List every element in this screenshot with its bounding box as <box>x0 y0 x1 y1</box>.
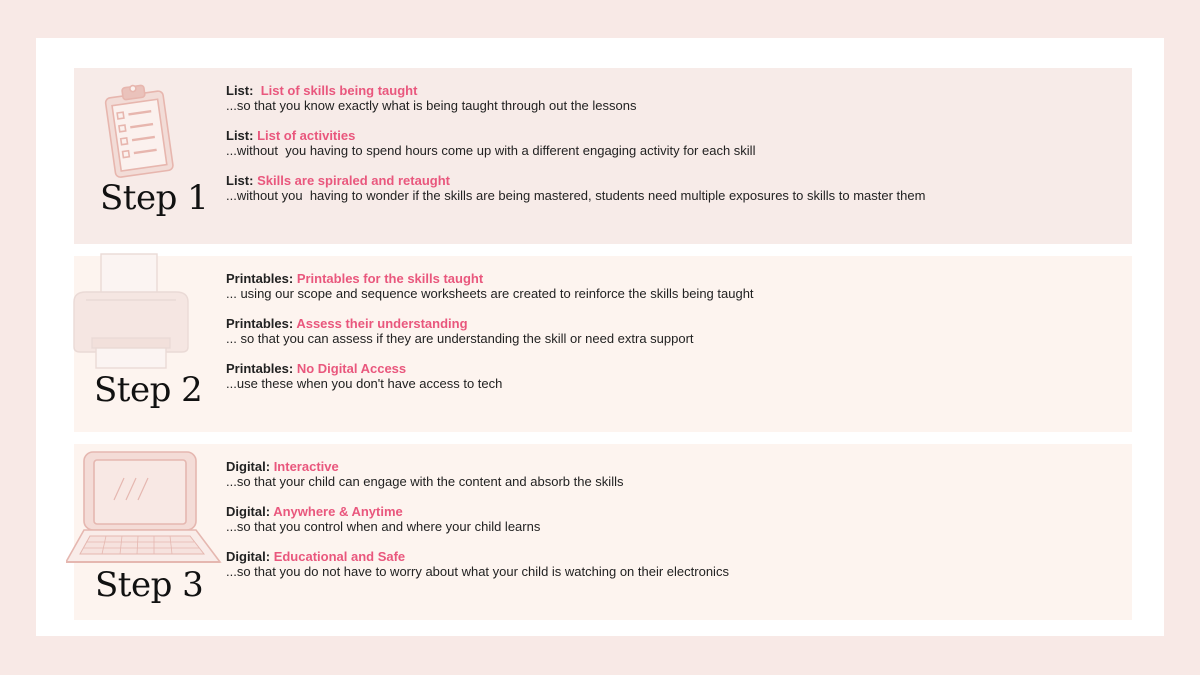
step-1-section <box>74 68 1132 244</box>
item-highlight: No Digital Access <box>296 361 407 376</box>
step-2-items <box>226 271 1126 406</box>
item-prefix: Printables: <box>226 271 294 286</box>
item-description: ... so that you can assess if they are understanding the skill or need extra support <box>226 331 694 346</box>
item-highlight: Assess their understanding <box>296 316 468 331</box>
item-prefix: Digital <box>226 549 266 564</box>
list-item <box>226 459 1126 504</box>
step-3-section <box>74 444 1132 620</box>
item-prefix: Printables: <box>226 361 294 376</box>
printer-icon <box>66 252 196 372</box>
item-description: ...use these when you don't have access to tech <box>226 376 503 391</box>
content-card <box>36 38 1164 636</box>
item-highlight: Interactive <box>273 459 339 474</box>
item-description: ... using our scope and sequence worksheets are created to reinforce the skills being taught <box>226 286 754 301</box>
list-item <box>226 549 1126 594</box>
list-item <box>226 504 1126 549</box>
list-item <box>226 128 1126 173</box>
item-highlight: Educational and Safe <box>273 549 406 564</box>
list-item <box>226 83 1126 128</box>
item-description: ...without you having to spend hours come up with a different engaging activity for each skill <box>226 143 756 158</box>
step-3-items <box>226 459 1126 594</box>
item-prefix: Digital: <box>226 459 271 474</box>
step-1-label: Step 1 <box>100 178 209 218</box>
item-prefix: List: <box>226 83 254 98</box>
item-prefix: Printables: <box>226 316 294 331</box>
item-highlight: Anywhere & Anytime <box>273 504 403 519</box>
item-prefix: List: <box>226 128 254 143</box>
item-highlight: List of activities <box>257 128 356 143</box>
item-description: ...so that you do not have to worry about what your child is watching on their electronics <box>226 564 729 579</box>
item-highlight: Skills are spiraled and retaught <box>257 173 450 188</box>
item-description: ...so that your child can engage with the content and absorb the skills <box>226 474 624 489</box>
clipboard-icon <box>100 80 180 180</box>
item-description: ...without you having to wonder if the skills are being mastered, students need multiple exposures to skills to master them <box>226 188 926 203</box>
step-2-section <box>74 256 1132 432</box>
item-prefix: Digital: <box>226 504 271 519</box>
laptop-icon <box>66 450 226 568</box>
item-sep <box>253 83 260 98</box>
list-item <box>226 316 1126 361</box>
step-1-items <box>226 83 1126 218</box>
item-highlight: Printables for the skills taught <box>296 271 484 286</box>
item-prefix: List: <box>226 173 254 188</box>
list-item <box>226 361 1126 406</box>
list-item <box>226 173 1126 218</box>
list-item <box>226 271 1126 316</box>
step-2-label: Step 2 <box>94 370 203 410</box>
step-3-label: Step 3 <box>95 565 204 605</box>
item-description: ...so that you know exactly what is being taught through out the lessons <box>226 98 637 113</box>
item-highlight: List of skills being taught <box>260 83 418 98</box>
item-sep: : <box>265 549 274 564</box>
item-description: ...so that you control when and where your child learns <box>226 519 541 534</box>
